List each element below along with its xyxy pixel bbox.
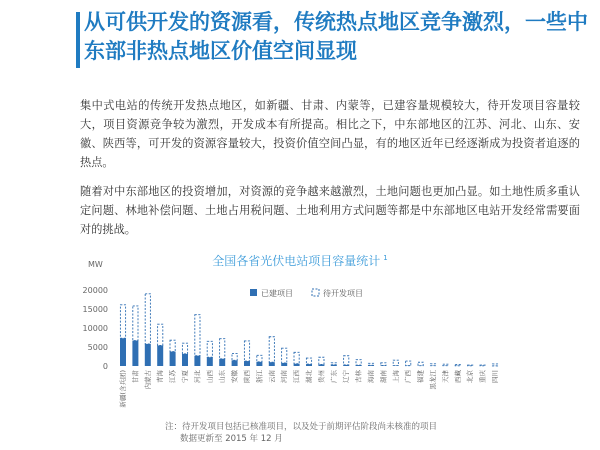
- category-label: 新疆(含兵团): [119, 370, 127, 408]
- category-label: 重庆: [478, 370, 487, 383]
- category-label: 河南: [280, 370, 289, 383]
- chart-note: 注：待开发项目包括已核准项目，以及处于前期评估阶段尚未核准的项目: [165, 422, 438, 432]
- y-tick-label: 20000: [82, 286, 108, 295]
- bar-pending: [443, 364, 448, 366]
- legend-swatch-built: [250, 289, 257, 296]
- legend-swatch-pending: [312, 289, 319, 296]
- category-label: 海南: [367, 370, 375, 383]
- bar-pending: [381, 363, 386, 366]
- bar-built: [132, 341, 138, 366]
- page-title: 从可供开发的资源看，传统热点地区竞争激烈，一些中东部非热点地区价值空间显现: [84, 10, 588, 63]
- bar-pending: [344, 356, 349, 365]
- bar-pending: [170, 340, 175, 351]
- category-label: 北京: [466, 370, 475, 383]
- bar-pending: [257, 355, 262, 361]
- category-label: 宁夏: [181, 370, 189, 383]
- bar-built: [269, 362, 275, 366]
- bar-pending: [220, 339, 225, 359]
- category-label: 内蒙古: [143, 370, 152, 390]
- bar-pending: [306, 358, 311, 364]
- category-label: 青海: [156, 370, 165, 383]
- category-label: 山西: [205, 370, 214, 383]
- y-axis-unit: MW: [88, 260, 103, 269]
- bar-pending: [120, 305, 125, 338]
- category-label: 山东: [218, 370, 227, 383]
- legend-label-pending: 待开发项目: [323, 289, 363, 298]
- bar-pending: [393, 360, 398, 365]
- category-label: 辽宁: [342, 370, 351, 383]
- bar-pending: [244, 341, 249, 361]
- y-axis: [83, 286, 108, 371]
- bar-pending: [492, 364, 497, 366]
- bar-pending: [195, 315, 200, 356]
- bar-pending: [232, 353, 237, 360]
- bar-built: [256, 362, 262, 366]
- bar-pending: [406, 361, 411, 366]
- legend: [250, 288, 363, 298]
- bar-built: [232, 360, 238, 366]
- category-label: 江西: [292, 370, 301, 383]
- bar-pending: [207, 341, 212, 357]
- bar-built: [207, 357, 213, 366]
- bar-pending: [331, 363, 336, 365]
- category-label: 安徽: [230, 370, 239, 383]
- category-label: 广东: [329, 370, 338, 383]
- chart-title: 全国各省光伏电站项目容量统计 $^1$: [212, 254, 388, 268]
- y-tick-label: 15000: [82, 305, 108, 314]
- bar-pending: [356, 360, 361, 365]
- bar-built: [170, 352, 176, 366]
- legend-label-built: 已建项目: [261, 289, 293, 298]
- title-accent-bar: [76, 12, 80, 68]
- category-label: 福建: [416, 370, 425, 383]
- bars-group: [120, 294, 498, 366]
- chart-data-date: 数据更新至 2015 年 12 月: [180, 434, 283, 444]
- category-label: 湖南: [379, 370, 388, 383]
- bar-pending: [158, 324, 163, 345]
- bar-pending: [480, 365, 485, 366]
- bar-pending: [294, 352, 299, 363]
- bar-pending: [430, 364, 435, 366]
- bar-pending: [182, 343, 187, 354]
- bar-pending: [319, 357, 324, 364]
- capacity-bar-chart: [0, 245, 600, 450]
- y-tick-label: 10000: [82, 324, 108, 333]
- category-label: 西藏: [453, 370, 462, 383]
- y-tick-label: 0: [102, 362, 108, 371]
- category-label: 广西: [404, 370, 413, 383]
- bar-built: [194, 356, 200, 366]
- category-labels: [118, 370, 499, 408]
- category-label: 陕西: [243, 370, 251, 383]
- category-label: 甘肃: [131, 370, 140, 383]
- y-tick-label: 5000: [87, 343, 108, 352]
- category-label: 吉林: [354, 370, 363, 383]
- category-label: 浙江: [255, 370, 264, 383]
- bar-pending: [133, 306, 138, 341]
- bar-pending: [145, 294, 150, 344]
- category-label: 湖北: [305, 370, 313, 383]
- category-label: 四川: [491, 370, 499, 383]
- bar-pending: [368, 363, 373, 365]
- bar-pending: [269, 337, 274, 362]
- bar-built: [281, 363, 287, 366]
- paragraph-2: 随着对中东部地区的投资增加，对资源的竞争越来越激烈，土地问题也更加凸显。如土地性质多重认定问题、林地补偿问题、土地占用税问题、土地利用方式问题等都是中东部地区电站开发经常需要面对的挑战。: [80, 185, 580, 236]
- bar-pending: [282, 348, 287, 363]
- bar-built: [244, 361, 250, 366]
- category-label: 云南: [267, 370, 276, 383]
- bar-built: [157, 345, 163, 366]
- category-label: 贵州: [317, 370, 326, 383]
- category-label: 江苏: [168, 370, 177, 383]
- bar-pending: [468, 365, 473, 366]
- bar-built: [145, 344, 151, 366]
- bar-built: [182, 354, 188, 366]
- category-label: 河北: [193, 370, 202, 383]
- bar-pending: [455, 365, 460, 366]
- category-label: 上海: [391, 370, 400, 383]
- paragraph-1: 集中式电站的传统开发热点地区，如新疆、甘肃、内蒙等，已建容量规模较大，待开发项目容量较大，项目资源竞争较为激烈，开发成本有所提高。相比之下，中东部地区的江苏、河北、山东、安徽、陕西等，可开发的资源容量较大，投资价值空间凸显，有的地区近年已经逐渐成为投资者追逐的热点。: [80, 99, 580, 169]
- category-label: 黑龙江: [429, 370, 437, 390]
- bar-built: [219, 359, 225, 366]
- bar-built: [120, 338, 126, 366]
- bar-pending: [418, 362, 423, 365]
- category-label: 天津: [441, 370, 450, 383]
